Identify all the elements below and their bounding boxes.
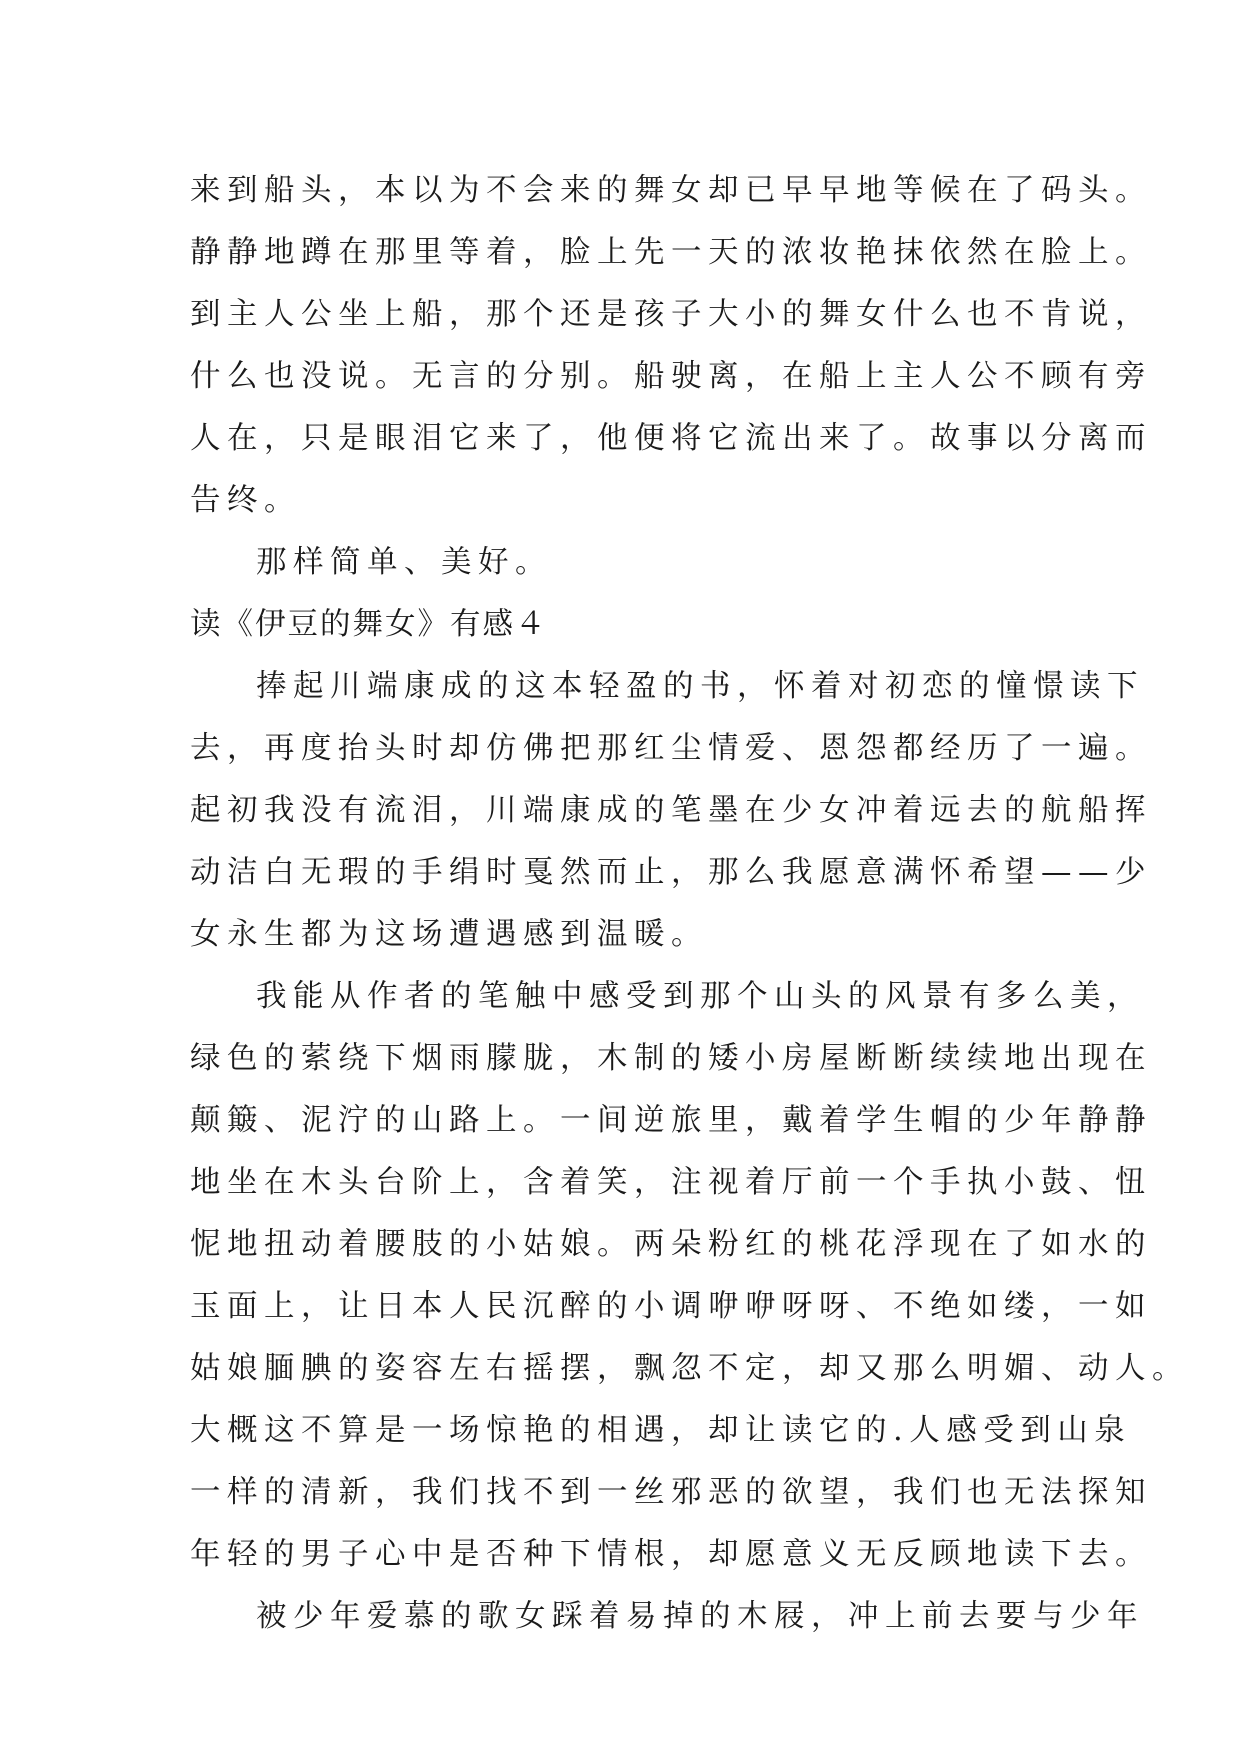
paragraph <box>190 532 1060 594</box>
text-line: 被少年爱慕的歌女踩着易掉的木屐，冲上前去要与少年 <box>256 1599 1144 1634</box>
document-body <box>190 160 1189 1648</box>
paragraph <box>190 656 1152 966</box>
text-line: 怩地扭动着腰肢的小姑娘。两朵粉红的桃花浮现在了如水的 <box>190 1227 1152 1262</box>
text-line: 颠簸、泥泞的山路上。一间逆旅里，戴着学生帽的少年静静 <box>190 1103 1152 1138</box>
text-line: 绿色的萦绕下烟雨朦胧，木制的矮小房屋断断续续地出现在 <box>190 1041 1152 1076</box>
paragraph <box>190 160 1152 532</box>
text-line: 那样简单、美好。 <box>256 545 552 580</box>
text-line: 来到船头，本以为不会来的舞女却已早早地等候在了码头。 <box>190 173 1152 208</box>
text-line: 玉面上，让日本人民沉醉的小调咿咿呀呀、不绝如缕，一如 <box>190 1289 1152 1324</box>
heading-text: 读《伊豆的舞女》有感４ <box>190 607 548 642</box>
text-line: 人在，只是眼泪它来了，他便将它流出来了。故事以分离而 <box>190 421 1152 456</box>
text-line: 捧起川端康成的这本轻盈的书，怀着对初恋的憧憬读下 <box>256 669 1144 704</box>
text-line: 年轻的男子心中是否种下情根，却愿意义无反顾地读下去。 <box>190 1537 1152 1572</box>
text-line: 地坐在木头台阶上，含着笑，注视着厅前一个手执小鼓、忸 <box>190 1165 1152 1200</box>
paragraph <box>190 1586 1144 1648</box>
section-heading <box>190 594 1060 656</box>
text-line: 什么也没说。无言的分别。船驶离，在船上主人公不顾有旁 <box>190 359 1152 394</box>
text-line: 我能从作者的笔触中感受到那个山头的风景有多么美， <box>256 979 1144 1014</box>
text-line: 起初我没有流泪，川端康成的笔墨在少女冲着远去的航船挥 <box>190 793 1152 828</box>
text-line: 静静地蹲在那里等着，脸上先一天的浓妆艳抹依然在脸上。 <box>190 235 1152 270</box>
text-line: 去，再度抬头时却仿佛把那红尘情爱、恩怨都经历了一遍。 <box>190 731 1152 766</box>
text-line: 女永生都为这场遭遇感到温暖。 <box>190 917 708 952</box>
text-line: 动洁白无瑕的手绢时戛然而止，那么我愿意满怀希望——少 <box>190 855 1152 890</box>
text-line: 姑娘腼腆的姿容左右摇摆，飘忽不定，却又那么明媚、动人。 <box>190 1351 1189 1386</box>
text-line: 到主人公坐上船，那个还是孩子大小的舞女什么也不肯说， <box>190 297 1152 332</box>
text-line: 一样的清新，我们找不到一丝邪恶的欲望，我们也无法探知 <box>190 1475 1152 1510</box>
paragraph <box>190 966 1189 1586</box>
text-line: 大概这不算是一场惊艳的相遇，却让读它的.人感受到山泉 <box>190 1413 1132 1448</box>
text-line: 告终。 <box>190 483 301 518</box>
